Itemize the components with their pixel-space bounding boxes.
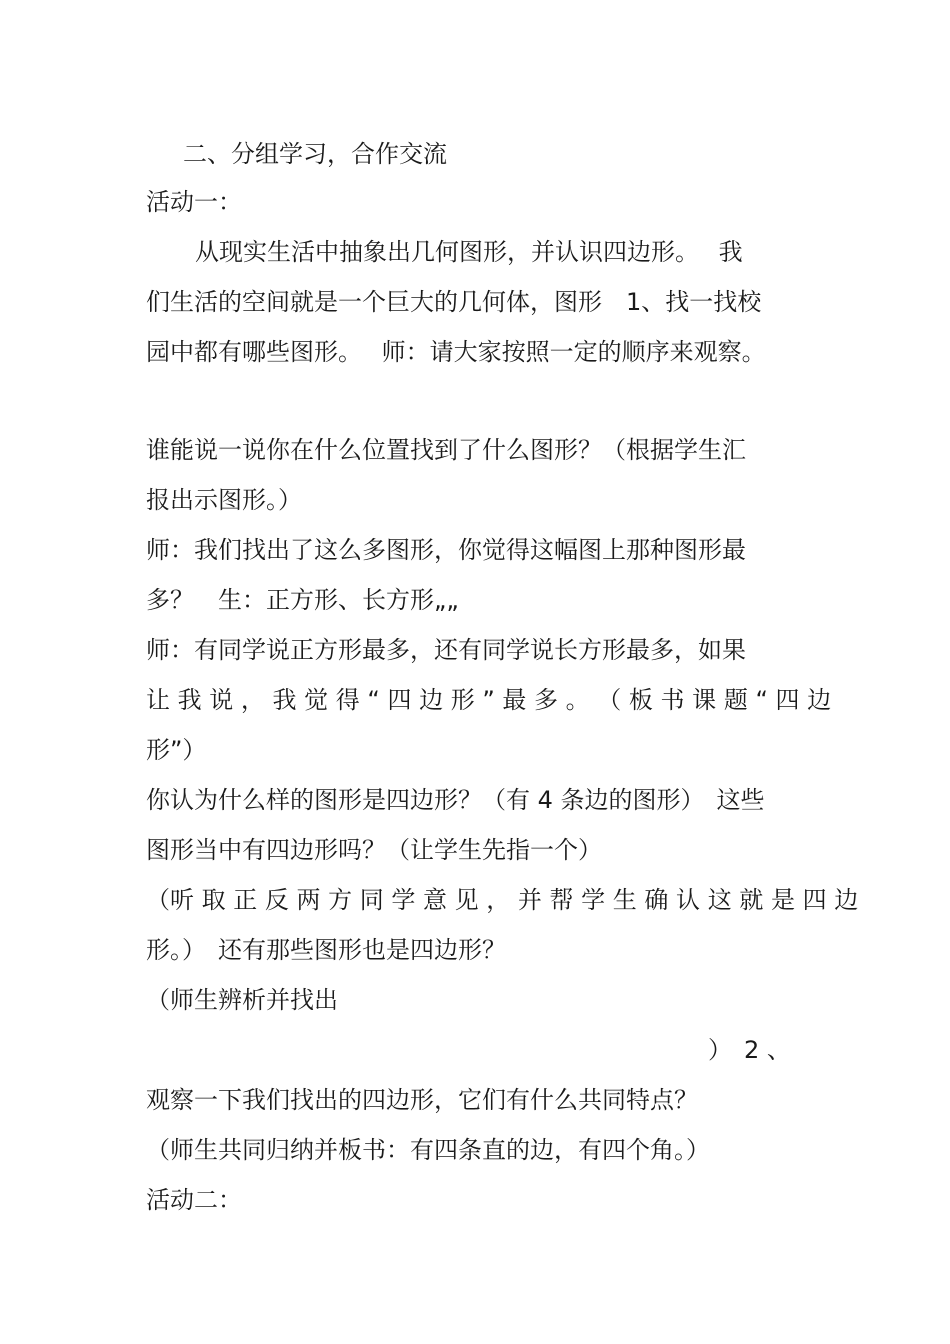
paragraph-line: 师：我们找出了这么多图形，你觉得这幅图上那种图形最 [146, 536, 746, 564]
paragraph-line: 形。） 还有那些图形也是四边形？ [146, 936, 506, 964]
section-heading: 二、分组学习，合作交流 [183, 140, 447, 168]
paragraph-line: 从现实生活中抽象出几何图形，并认识四边形。 我 [195, 238, 743, 266]
paragraph-line: 观察一下我们找出的四边形，它们有什么共同特点？ [146, 1086, 698, 1114]
paragraph-line: 师：有同学说正方形最多，还有同学说长方形最多，如果 [146, 636, 746, 664]
activity-one-heading: 活动一： [146, 188, 242, 216]
paragraph-line: ） 2 、 [708, 1036, 791, 1064]
paragraph-line: （师生辨析并找出 [146, 986, 338, 1014]
paragraph-line: 形”） [146, 736, 207, 764]
activity-two-heading: 活动二： [146, 1186, 242, 1214]
paragraph-line: 让 我 说 ， 我 觉 得 “ 四 边 形 ” 最 多 。 （ 板 书 课 题 “ 四 边 [146, 686, 832, 714]
paragraph-line: 多？ 生：正方形、长方形„„ [146, 586, 459, 614]
paragraph-line: 你认为什么样的图形是四边形？（有 4 条边的图形） 这些 [146, 786, 765, 814]
paragraph-line: （听 取 正 反 两 方 同 学 意 见 ， 并 帮 学 生 确 认 这 就 是 四 边 [146, 886, 859, 914]
paragraph-line: 图形当中有四边形吗？（让学生先指一个） [146, 836, 602, 864]
paragraph-line: 报出示图形。） [146, 486, 302, 514]
paragraph-line: 们生活的空间就是一个巨大的几何体，图形 1、找一找校 [146, 288, 762, 316]
paragraph-line: 谁能说一说你在什么位置找到了什么图形？（根据学生汇 [146, 436, 746, 464]
paragraph-line: 园中都有哪些图形。 师：请大家按照一定的顺序来观察。 [146, 338, 766, 366]
paragraph-line: （师生共同归纳并板书：有四条直的边，有四个角。） [146, 1136, 710, 1164]
